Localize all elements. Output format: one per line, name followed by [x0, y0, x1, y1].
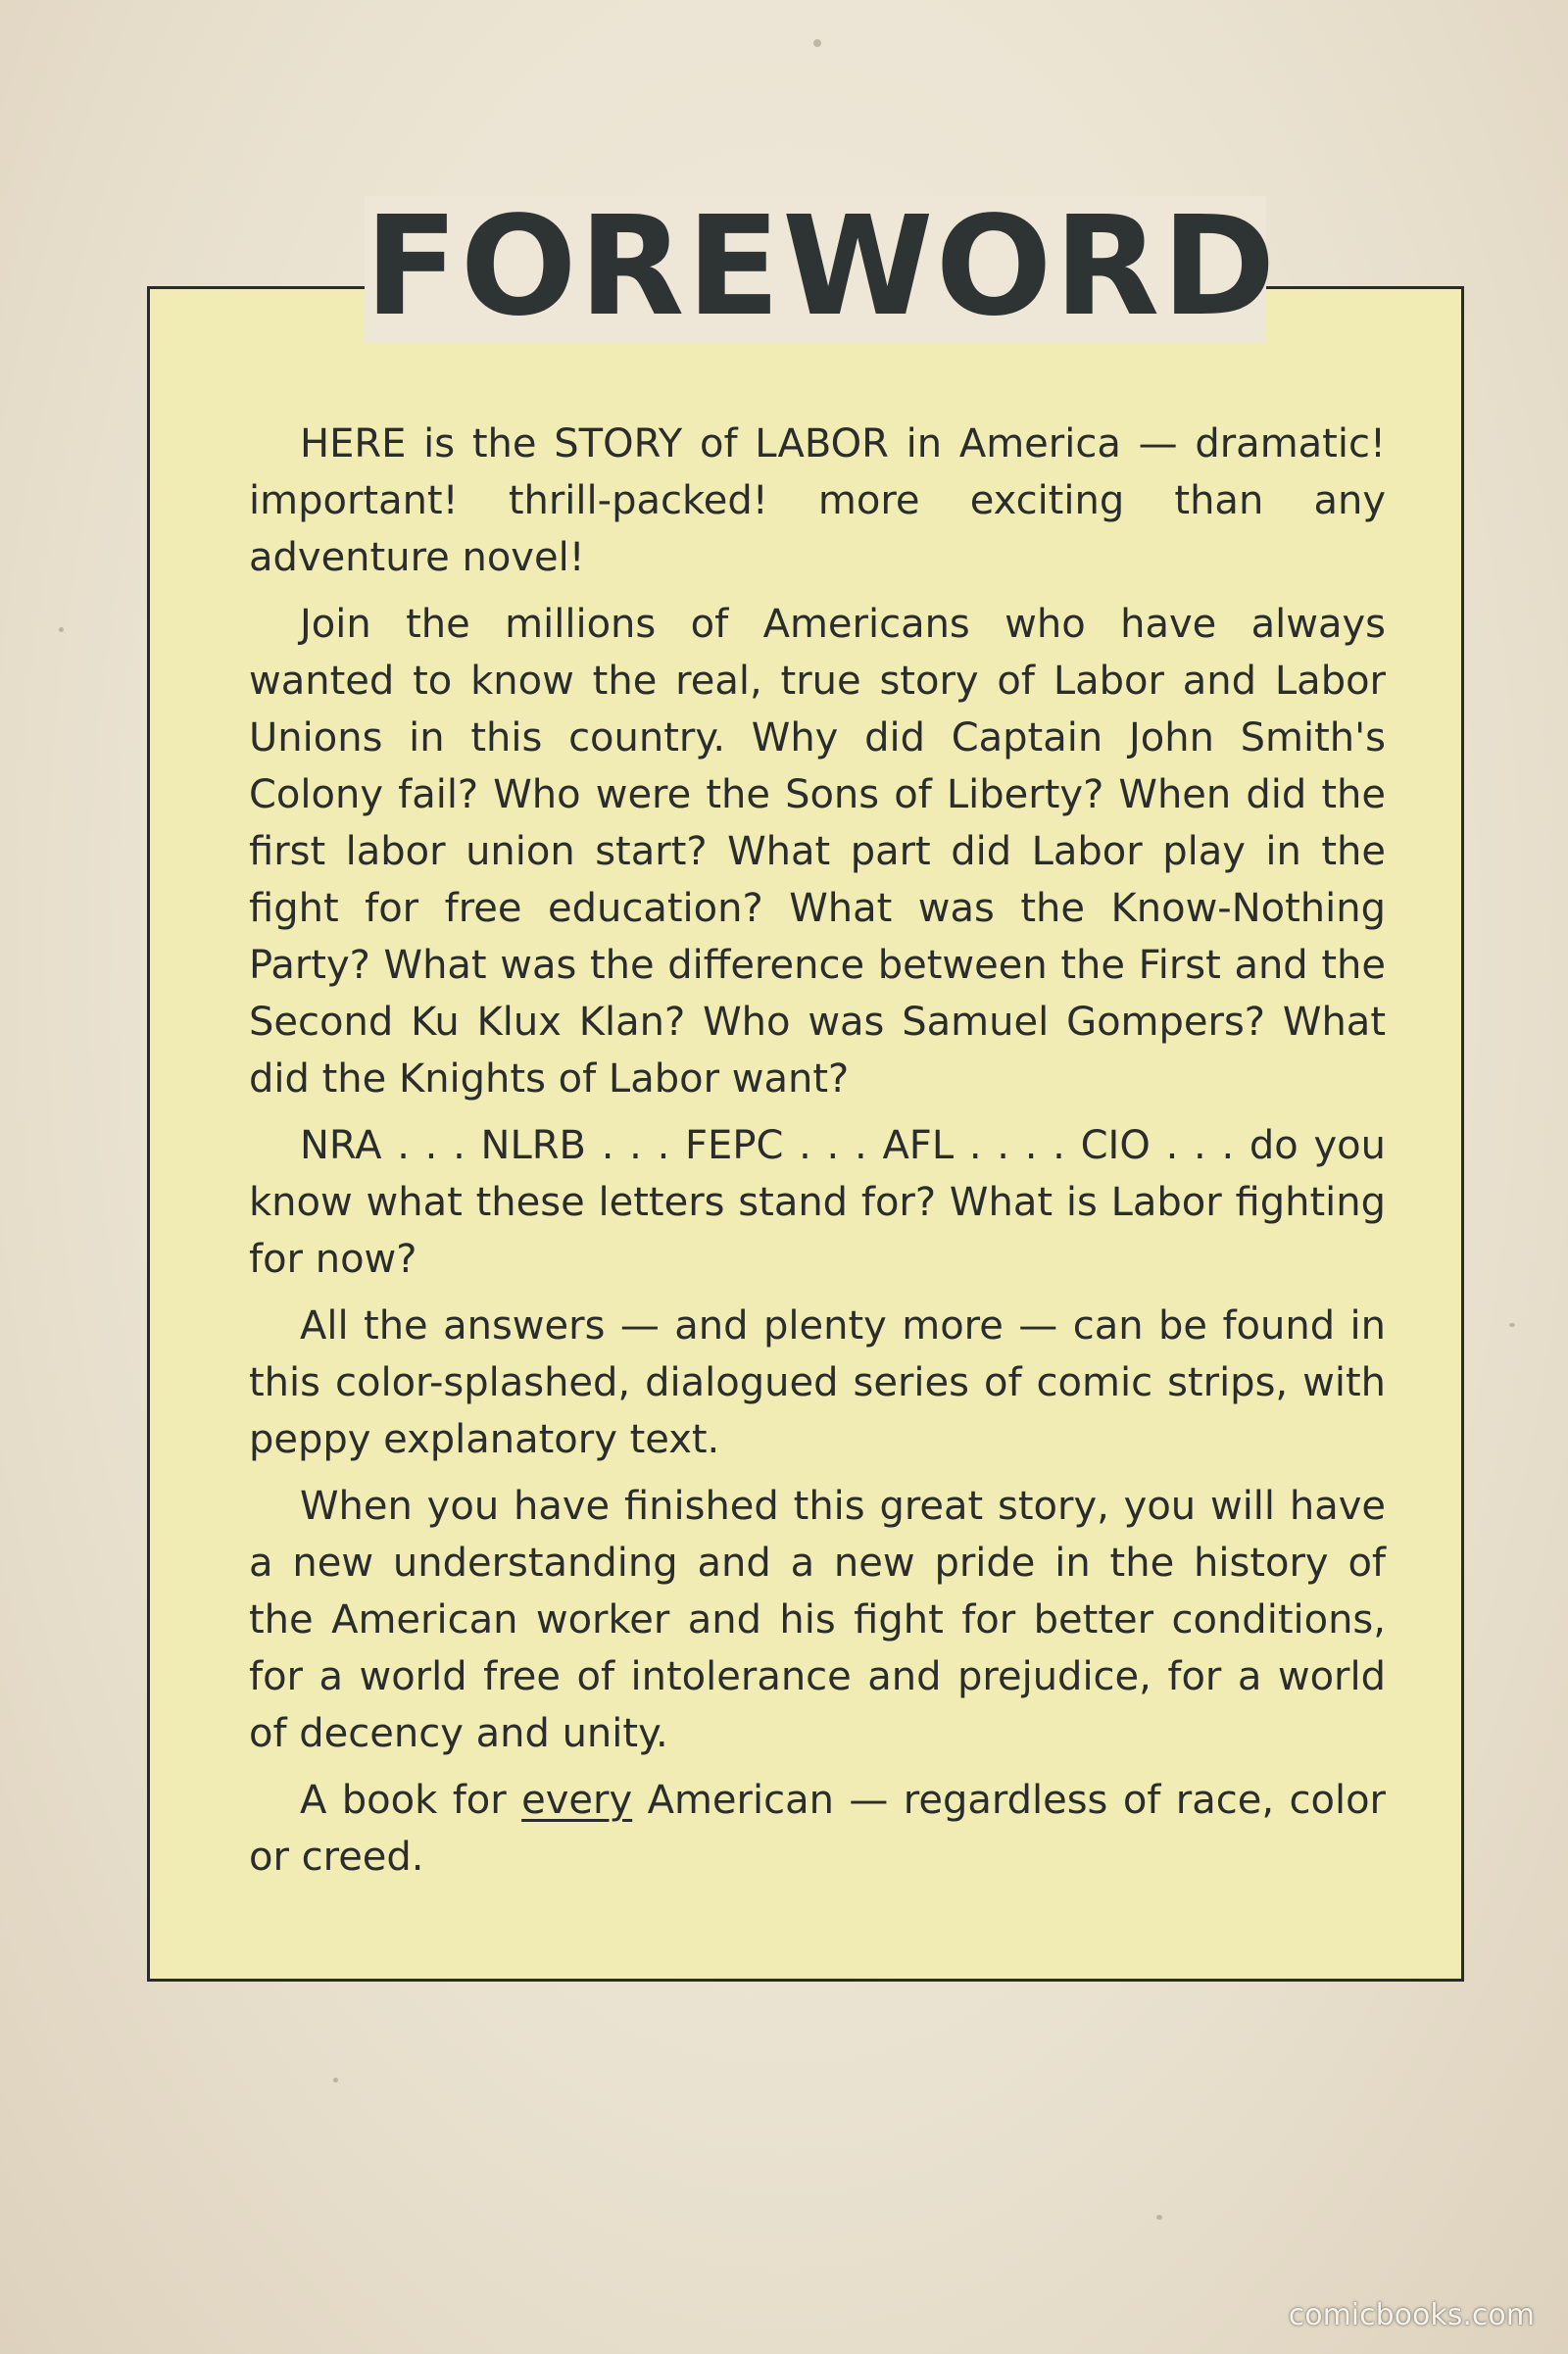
- paragraph-1: HERE is the STORY of LABOR in America — dramatic! important! thrill-packed! more exciting than any adventure novel!: [249, 421, 1386, 580]
- paragraph-4: All the answers — and plenty more — can be found in this color-splashed, dialogued series of comic strips, with peppy explanatory text.: [249, 1303, 1386, 1462]
- page-title: FOREWORD: [365, 187, 1278, 347]
- paragraph-2: Join the millions of Americans who have always wanted to know the real, true story of Labor and Labor Unions in this country. Why did Captain John Smith's Colony fail? Who were the Sons of Liberty? When did the first labor union start? What part did Labor play in the fight for free education? What was the Know-Nothing Party? What was the difference between the First and the Second Ku Klux Klan? Who was Samuel Gompers? What did the Knights of Labor want?: [249, 602, 1386, 1102]
- paragraph-3: NRA . . . NLRB . . . FEPC . . . AFL . . . . CIO . . . do you know what these letters stand for? What is Labor fighting for now?: [249, 1123, 1386, 1282]
- paper-speck: [1509, 1323, 1515, 1327]
- paper-speck: [59, 627, 64, 632]
- underlined-word: every: [521, 1778, 633, 1823]
- paper-speck: [1156, 2215, 1162, 2220]
- paragraph-6-start: A book for: [300, 1778, 522, 1823]
- site-watermark: comicbooks.com: [1288, 2298, 1535, 2332]
- paragraph-5: When you have finished this great story, you will have a new understanding and a new pride in the history of the American worker and his fight for better conditions, for a world free of intolerance and prejudice, for a world of decency and unity.: [249, 1484, 1386, 1756]
- paragraph-6: [249, 1772, 1386, 1886]
- foreword-body: [249, 416, 1386, 1895]
- paragraph-6-end: American — regardless of race, color or creed.: [249, 1778, 1386, 1880]
- paper-speck: [813, 39, 821, 47]
- paper-speck: [333, 2078, 338, 2083]
